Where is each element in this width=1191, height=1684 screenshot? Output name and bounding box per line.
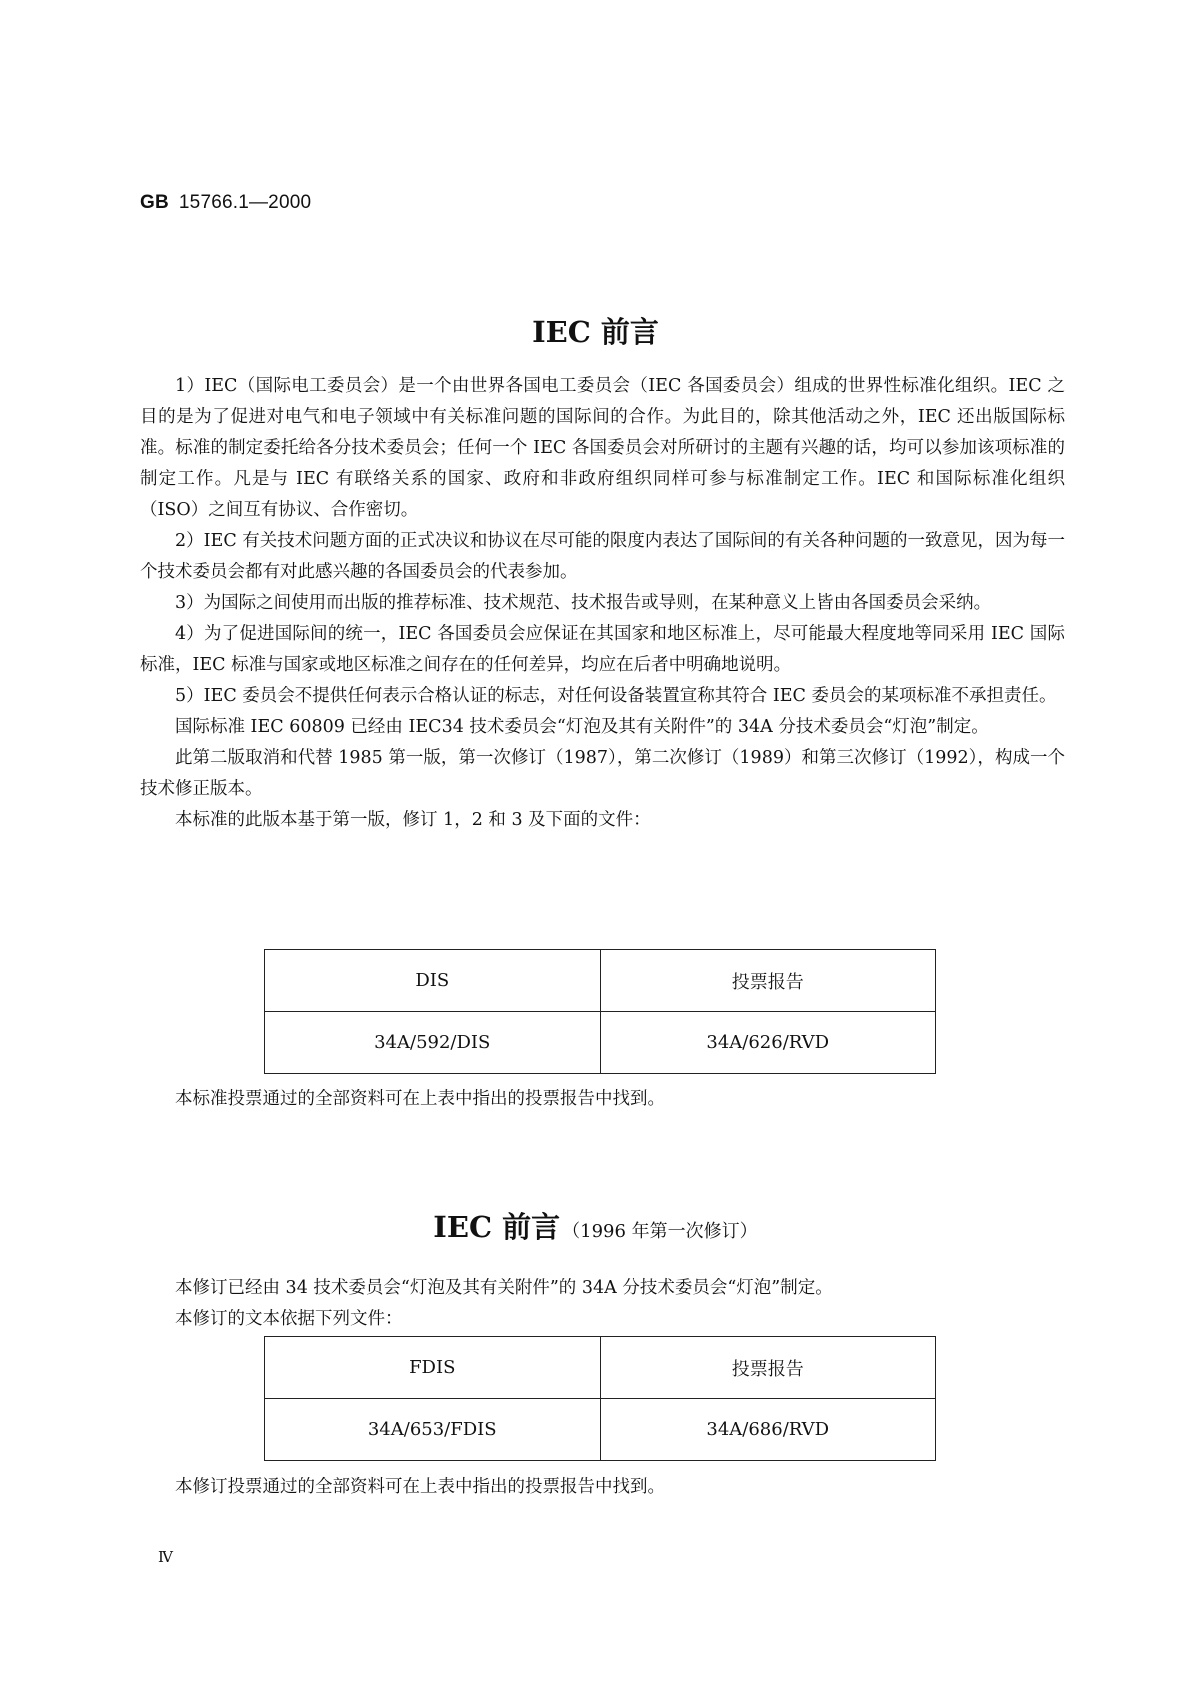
standard-number: 15766.1—2000 bbox=[178, 192, 312, 213]
amendment-voting-note: 本修订投票通过的全部资料可在上表中指出的投票报告中找到。 bbox=[175, 1477, 665, 1497]
table-cell: 34A/592/DIS bbox=[265, 1012, 601, 1074]
paragraph: 本修订已经由 34 技术委员会“灯泡及其有关附件”的 34A 分技术委员会“灯泡”制定。 bbox=[175, 1278, 833, 1298]
table-header-cell: FDIS bbox=[265, 1337, 601, 1399]
table-cell: 34A/626/RVD bbox=[600, 1012, 936, 1074]
section-title: IEC 前言 bbox=[532, 315, 659, 349]
paragraph: 本修订的文本依据下列文件： bbox=[175, 1309, 403, 1329]
amendment-title bbox=[0, 1205, 1191, 1246]
standard-code bbox=[140, 192, 311, 214]
paragraph: 1）IEC（国际电工委员会）是一个由世界各国电工委员会（IEC 各国委员会）组成的世界性标准化组织。IEC 之目的是为了促进对电气和电子领域中有关标准问题的国际间的合作。为此目的，除其他活动之外，IEC 还出版国际标准。标准的制定委托给各分技术委员会；任何一个 IEC 各国委员会对所研讨的主题有兴趣的话，均可以参加该项标准的制定工作。凡是与 IEC 有联络关系的国家、政府和非政府组织同样可参与标准制定工作。IEC 和国际标准化组织（ISO）之间互有协议、合作密切。 bbox=[140, 376, 1065, 520]
section-body bbox=[140, 371, 1065, 836]
paragraph: 2）IEC 有关技术问题方面的正式决议和协议在尽可能的限度内表达了国际间的有关各种问题的一致意见，因为每一个技术委员会都有对此感兴趣的各国委员会的代表参加。 bbox=[140, 531, 1065, 582]
paragraph: 此第二版取消和代替 1985 第一版，第一次修订（1987），第二次修订（1989）和第三次修订（1992），构成一个技术修正版本。 bbox=[140, 748, 1065, 799]
voting-table bbox=[264, 949, 936, 1074]
table-cell: 34A/686/RVD bbox=[600, 1399, 936, 1461]
standard-prefix: GB bbox=[140, 192, 169, 213]
paragraph: 国际标准 IEC 60809 已经由 IEC34 技术委员会“灯泡及其有关附件”的 34A 分技术委员会“灯泡”制定。 bbox=[175, 717, 989, 737]
table-cell: 34A/653/FDIS bbox=[265, 1399, 601, 1461]
table-header-cell: DIS bbox=[265, 950, 601, 1012]
voting-note: 本标准投票通过的全部资料可在上表中指出的投票报告中找到。 bbox=[175, 1089, 665, 1109]
table-header-cell: 投票报告 bbox=[600, 1337, 936, 1399]
paragraph: 3）为国际之间使用而出版的推荐标准、技术规范、技术报告或导则，在某种意义上皆由各国委员会采纳。 bbox=[175, 593, 992, 613]
paragraph: 本标准的此版本基于第一版，修订 1，2 和 3 及下面的文件： bbox=[175, 810, 651, 830]
amendment-title-main: IEC 前言 bbox=[433, 1210, 561, 1244]
table-row bbox=[265, 1399, 936, 1461]
table-header-row bbox=[265, 950, 936, 1012]
amendment-subtitle: （1996 年第一次修订） bbox=[562, 1221, 758, 1242]
table-row bbox=[265, 1012, 936, 1074]
amendment-voting-table bbox=[264, 1336, 936, 1461]
amendment-body bbox=[140, 1273, 1065, 1335]
paragraph: 5）IEC 委员会不提供任何表示合格认证的标志，对任何设备装置宣称其符合 IEC 委员会的某项标准不承担责任。 bbox=[175, 686, 1057, 706]
table-header-cell: 投票报告 bbox=[600, 950, 936, 1012]
paragraph: 4）为了促进国际间的统一，IEC 各国委员会应保证在其国家和地区标准上，尽可能最大程度地等同采用 IEC 国际标准，IEC 标准与国家或地区标准之间存在的任何差异，均应在后者中明确地说明。 bbox=[140, 624, 1065, 675]
table-header-row bbox=[265, 1337, 936, 1399]
page-number: Ⅳ bbox=[158, 1548, 173, 1566]
